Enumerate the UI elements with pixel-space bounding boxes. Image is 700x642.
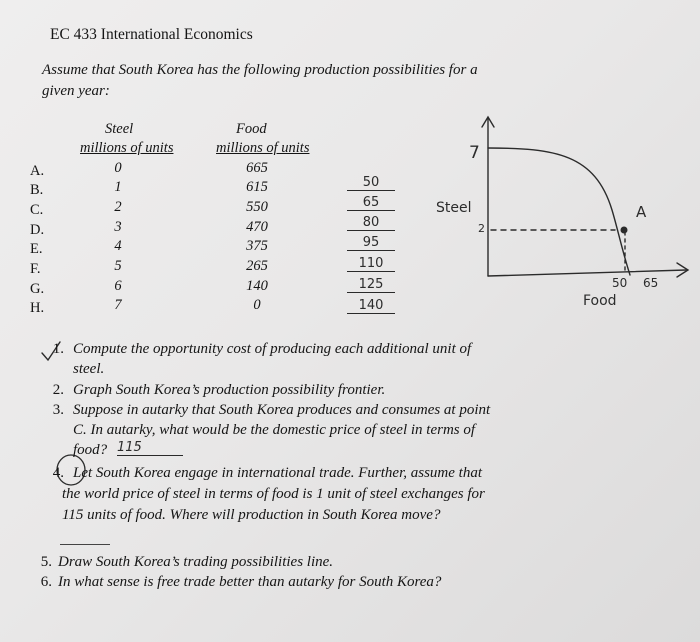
question-text-line: Let South Korea engage in international trade. Further, assume that	[73, 465, 483, 481]
question-number: 5.	[40, 554, 52, 570]
opportunity-cost-value: 140	[347, 299, 395, 314]
food-value: 140	[246, 278, 268, 294]
question-text-line: food?	[73, 442, 108, 458]
row-label: H.	[30, 300, 45, 316]
question-number: 6.	[40, 574, 52, 590]
question-text-line: Suppose in autarky that South Korea produces and consumes at point	[73, 402, 491, 418]
row-label: C.	[30, 202, 44, 218]
question-number: 1.	[52, 341, 64, 357]
handwritten-answer-q3: 115	[117, 441, 183, 456]
question-text-line: steel.	[73, 361, 105, 377]
question-text-line: the world price of steel in terms of food is 1 unit of steel exchanges for	[62, 486, 485, 502]
sketch-point-marker	[621, 227, 628, 234]
opportunity-cost-value: 95	[347, 236, 395, 251]
question-text-line: 115 units of food. Where will production in South Korea move?	[62, 507, 441, 523]
row-label: E.	[30, 241, 43, 257]
question-text-line: C. In autarky, what would be the domestic price of steel in terms of	[73, 422, 476, 438]
steel-value: 7	[114, 297, 122, 313]
steel-value: 6	[114, 278, 122, 294]
steel-value: 3	[114, 219, 122, 235]
opportunity-cost-value: 80	[347, 216, 395, 231]
food-value: 615	[246, 179, 268, 195]
question-number: 3.	[52, 402, 64, 418]
row-label: D.	[30, 222, 45, 238]
steel-value: 0	[114, 160, 122, 176]
question-text-line: Draw South Korea’s trading possibilities line.	[58, 554, 334, 570]
question-text-line: Graph South Korea’s production possibility frontier.	[73, 382, 386, 398]
food-units-header: millions of units	[216, 140, 310, 156]
sketch-x-mark-2: 65	[643, 276, 659, 290]
opportunity-cost-value: 125	[347, 278, 395, 293]
sketch-y-mark: 2	[478, 222, 485, 235]
row-label: G.	[30, 281, 45, 297]
row-label: B.	[30, 182, 44, 198]
sketch-frontier-curve	[488, 148, 630, 275]
food-value: 375	[246, 238, 268, 254]
steel-value: 4	[114, 238, 122, 254]
question-text-line: Compute the opportunity cost of producing each additional unit of	[73, 341, 472, 357]
sketch-x-axis-label: Food	[583, 293, 617, 309]
row-label: F.	[30, 261, 41, 277]
steel-value: 1	[114, 179, 122, 195]
steel-value: 2	[114, 199, 122, 215]
intro-line-2: given year:	[42, 83, 110, 99]
food-value: 0	[253, 297, 261, 313]
course-title: EC 433 International Economics	[50, 26, 253, 43]
intro-line-1: Assume that South Korea has the following production possibilities for a	[42, 62, 478, 78]
question-text-line: In what sense is free trade better than autarky for South Korea?	[58, 574, 442, 590]
sketch-y-top-value: 7	[469, 143, 480, 163]
food-header: Food	[236, 121, 267, 137]
opportunity-cost-value: 65	[347, 196, 395, 211]
question-number: 4.	[52, 465, 64, 481]
food-value: 265	[246, 258, 268, 274]
food-value: 665	[246, 160, 268, 176]
stray-line	[60, 544, 110, 545]
opportunity-cost-value: 50	[347, 176, 395, 191]
opportunity-cost-value: 110	[347, 257, 395, 272]
food-value: 470	[246, 219, 268, 235]
steel-header: Steel	[105, 121, 134, 137]
row-label: A.	[30, 163, 45, 179]
sketch-y-axis-label: Steel	[436, 200, 472, 216]
sketch-x-mark-1: 50	[612, 276, 628, 290]
sketch-point-label: A	[636, 203, 647, 221]
steel-value: 5	[114, 258, 122, 274]
food-value: 550	[246, 199, 268, 215]
steel-units-header: millions of units	[80, 140, 174, 156]
question-number: 2.	[52, 382, 64, 398]
